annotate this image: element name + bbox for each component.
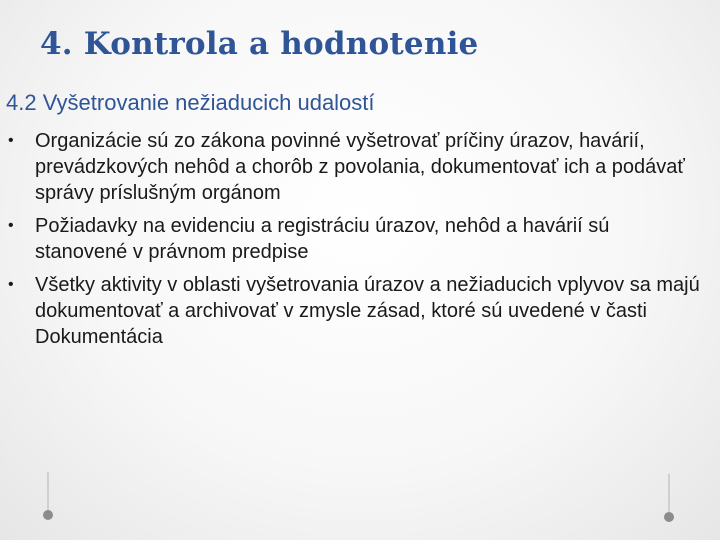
- bullet-item: [6, 213, 706, 265]
- bullet-item: [6, 128, 706, 206]
- slide-subtitle: 4.2 Vyšetrovanie nežiaducich udalostí: [6, 90, 375, 115]
- decorative-line-left: [47, 472, 49, 510]
- slide-title: 4. Kontrola a hodnotenie: [40, 26, 479, 62]
- decorative-dot-icon: [664, 512, 674, 522]
- bullet-item: [6, 272, 706, 350]
- bullet-text: Požiadavky na evidenciu a registráciu úrazov, nehôd a havárií sú stanovené v právnom predpise: [35, 215, 610, 263]
- decorative-dot-icon: [43, 510, 53, 520]
- bullet-text: Všetky aktivity v oblasti vyšetrovania úrazov a nežiaducich vplyvov sa majú dokumentovať a archivovať v zmysle zásad, ktoré sú uvedené v časti Dokumentácia: [35, 274, 700, 348]
- bullet-marker: •: [8, 132, 14, 149]
- bullet-marker: •: [8, 276, 14, 293]
- decorative-line-right: [668, 474, 670, 512]
- bullet-text: Organizácie sú zo zákona povinné vyšetrovať príčiny úrazov, havárií, prevádzkových nehôd a chorôb z povolania, dokumentovať ich a podávať správy príslušným orgánom: [35, 130, 685, 204]
- bullet-list: [6, 128, 706, 357]
- bullet-marker: •: [8, 217, 14, 234]
